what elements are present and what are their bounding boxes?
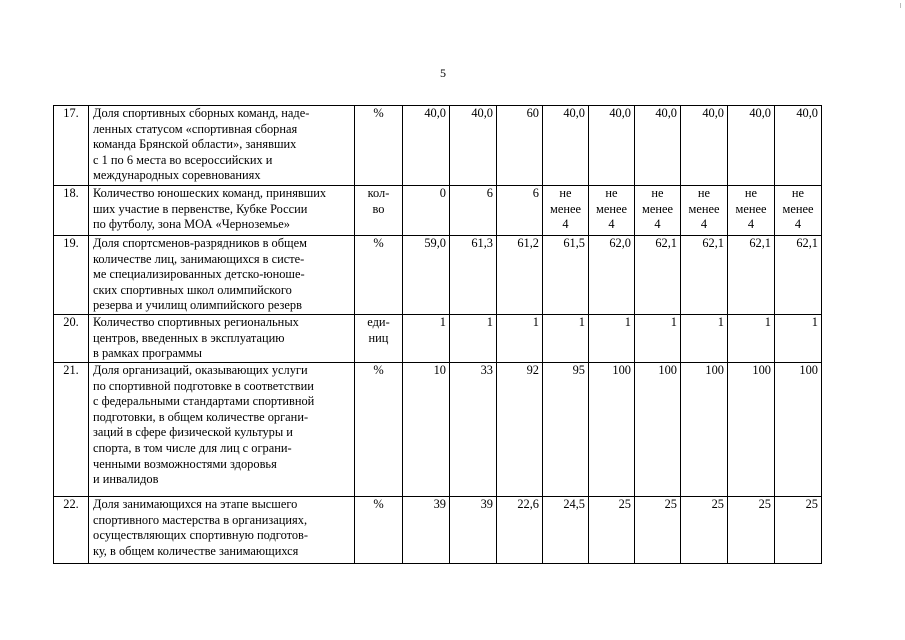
- indicator-name-line: Доля спортсменов-разрядников в общем: [93, 236, 307, 250]
- unit-line: кол-: [367, 186, 390, 200]
- indicator-name-line: команда Брянской области», занявших: [93, 137, 297, 152]
- table-row: [54, 106, 822, 186]
- value-line: 100: [752, 362, 771, 377]
- unit-cell: [355, 496, 403, 563]
- value-line: 25: [618, 496, 631, 511]
- value-line: 1: [624, 314, 631, 329]
- value-line: не: [697, 186, 711, 200]
- value-cell: [681, 236, 728, 315]
- value-cell: [775, 236, 822, 315]
- value-line: 1: [670, 314, 677, 329]
- indicator-name: [89, 314, 355, 362]
- value-line: 40,0: [749, 106, 771, 120]
- value-line: 100: [612, 362, 631, 377]
- value-line: 40,0: [796, 106, 818, 120]
- indicator-name-line: Доля занимающихся на этапе высшего: [93, 496, 298, 511]
- indicator-name-line: Количество спортивных региональных: [93, 314, 299, 329]
- value-line: 39: [433, 496, 446, 511]
- unit-line: еди-: [367, 314, 390, 329]
- value-cell: [450, 106, 497, 186]
- value-cell: [681, 362, 728, 496]
- value-line: 59,0: [424, 236, 446, 250]
- value-cell: [681, 106, 728, 186]
- value-line: 1: [811, 314, 818, 329]
- value-line: менее: [688, 201, 720, 216]
- indicators-table: [53, 105, 822, 564]
- indicator-name-line: с 1 по 6 места во всероссийских и: [93, 152, 273, 167]
- unit-line: ниц: [368, 330, 389, 345]
- value-line: 1: [532, 314, 539, 329]
- value-line: 4: [700, 217, 708, 232]
- value-cell: [775, 186, 822, 236]
- indicator-name-line: ченными возможностями здоровья: [93, 456, 277, 471]
- indicator-name: [89, 236, 355, 315]
- unit-cell: [355, 314, 403, 362]
- value-cell: [403, 496, 450, 563]
- value-cell: [728, 496, 775, 563]
- value-line: 25: [664, 496, 677, 511]
- row-number: 17.: [54, 106, 89, 186]
- value-cell: [775, 106, 822, 186]
- value-line: 1: [764, 314, 771, 329]
- value-cell: [635, 496, 681, 563]
- indicator-name: [89, 362, 355, 496]
- table-row: [54, 236, 822, 315]
- value-line: 40,0: [702, 106, 724, 120]
- indicator-name-line: по футболу, зона МОА «Черноземье»: [93, 217, 290, 232]
- indicator-name-line: Количество юношеских команд, принявших: [93, 186, 327, 200]
- value-line: не: [605, 186, 618, 200]
- indicator-name: [89, 106, 355, 186]
- value-cell: [728, 314, 775, 362]
- value-cell: [589, 314, 635, 362]
- value-cell: [681, 186, 728, 236]
- value-cell: [589, 362, 635, 496]
- value-line: менее: [642, 201, 673, 216]
- value-line: не: [791, 186, 805, 200]
- value-line: 100: [658, 362, 677, 377]
- value-line: 25: [711, 496, 724, 511]
- value-cell: [543, 362, 589, 496]
- indicator-name-line: подготовки, в общем количестве органи-: [93, 409, 309, 424]
- value-cell: [681, 496, 728, 563]
- indicator-name-line: количестве лиц, занимающихся в систе-: [93, 251, 305, 266]
- value-line: менее: [782, 201, 814, 216]
- value-line: 62,0: [609, 236, 631, 250]
- value-line: 100: [799, 362, 818, 377]
- value-line: 100: [705, 362, 724, 377]
- unit-line: %: [373, 496, 384, 511]
- indicator-name: [89, 496, 355, 563]
- row-number: 18.: [54, 186, 89, 236]
- value-cell: [497, 106, 543, 186]
- value-cell: [775, 496, 822, 563]
- value-line: 61,3: [471, 236, 493, 250]
- unit-line: %: [373, 106, 384, 120]
- indicator-name-line: с федеральными стандартами спортивной: [93, 394, 315, 409]
- value-cell: [450, 496, 497, 563]
- value-line: 0: [439, 186, 446, 200]
- value-cell: [728, 186, 775, 236]
- value-line: 61,5: [563, 236, 585, 250]
- value-line: 40,0: [563, 106, 585, 120]
- value-cell: [635, 186, 681, 236]
- indicator-name-line: ших участие в первенстве, Кубке России: [93, 201, 308, 216]
- value-line: 62,1: [749, 236, 771, 250]
- indicator-name-line: Доля спортивных сборных команд, наде-: [93, 106, 310, 120]
- value-cell: [497, 236, 543, 315]
- unit-cell: [355, 186, 403, 236]
- value-line: 40,0: [424, 106, 446, 120]
- indicator-name-line: спортивного мастерства в организациях,: [93, 512, 308, 527]
- value-cell: [635, 106, 681, 186]
- unit-cell: [355, 236, 403, 315]
- value-line: 1: [717, 314, 724, 329]
- indicator-name-line: и инвалидов: [93, 472, 159, 487]
- value-cell: [403, 236, 450, 315]
- value-line: 25: [758, 496, 771, 511]
- unit-line: %: [373, 362, 384, 377]
- value-line: не: [744, 186, 758, 200]
- value-cell: [450, 236, 497, 315]
- unit-cell: [355, 106, 403, 186]
- value-line: не: [651, 186, 664, 200]
- value-cell: [775, 362, 822, 496]
- value-cell: [543, 236, 589, 315]
- value-cell: [543, 496, 589, 563]
- value-line: 40,0: [471, 106, 493, 120]
- value-cell: [450, 314, 497, 362]
- value-line: 22,6: [517, 496, 539, 511]
- indicator-name-line: ме специализированных детско-юноше-: [93, 267, 305, 282]
- row-number: 21.: [54, 362, 89, 496]
- value-cell: [589, 496, 635, 563]
- value-line: менее: [596, 201, 627, 216]
- value-line: 61,2: [517, 236, 539, 250]
- value-cell: [681, 314, 728, 362]
- indicator-name-line: резерва и училищ олимпийского резерв: [93, 298, 302, 313]
- table-row: [54, 362, 822, 496]
- indicator-name-line: спорта, в том числе для лиц с ограни-: [93, 440, 292, 455]
- row-number: 22.: [54, 496, 89, 563]
- table-row: [54, 186, 822, 236]
- value-cell: [450, 186, 497, 236]
- page-number: 5: [440, 66, 446, 80]
- value-cell: [543, 106, 589, 186]
- value-line: 62,1: [796, 236, 818, 250]
- indicator-name: [89, 186, 355, 236]
- value-line: 1: [439, 314, 446, 329]
- indicator-name-line: ленных статусом «спортивная сборная: [93, 121, 298, 136]
- value-line: 4: [654, 217, 661, 232]
- unit-line: во: [372, 201, 385, 216]
- value-line: 4: [608, 217, 615, 232]
- value-line: 40,0: [655, 106, 677, 120]
- value-cell: [635, 362, 681, 496]
- value-cell: [403, 106, 450, 186]
- value-cell: [728, 236, 775, 315]
- value-line: менее: [735, 201, 767, 216]
- value-cell: [497, 496, 543, 563]
- value-cell: [403, 314, 450, 362]
- value-line: 62,1: [702, 236, 724, 250]
- indicator-name-line: осуществляющих спортивную подготов-: [93, 528, 309, 543]
- indicator-name-line: в рамках программы: [93, 346, 202, 361]
- value-line: 4: [794, 217, 802, 232]
- value-line: 60: [526, 106, 539, 120]
- value-line: 6: [532, 186, 539, 200]
- indicator-name-line: ку, в общем количестве занимающихся: [93, 543, 299, 558]
- value-cell: [589, 186, 635, 236]
- value-line: не: [559, 186, 572, 200]
- value-cell: [635, 236, 681, 315]
- value-line: 92: [526, 362, 539, 377]
- value-line: 95: [572, 362, 585, 377]
- value-cell: [635, 314, 681, 362]
- value-line: 4: [747, 217, 755, 232]
- value-cell: [728, 106, 775, 186]
- value-cell: [497, 186, 543, 236]
- value-line: 33: [480, 362, 493, 377]
- table-row: [54, 314, 822, 362]
- indicator-name-line: по спортивной подготовке в соответствии: [93, 378, 314, 393]
- scan-edge-mark: [900, 3, 901, 8]
- row-number: 20.: [54, 314, 89, 362]
- value-line: 10: [433, 362, 446, 377]
- row-number: 19.: [54, 236, 89, 315]
- value-cell: [775, 314, 822, 362]
- indicator-name-line: международных соревнованиях: [93, 168, 261, 183]
- unit-cell: [355, 362, 403, 496]
- value-cell: [497, 362, 543, 496]
- indicator-name-line: Доля организаций, оказывающих услуги: [93, 362, 308, 377]
- value-line: менее: [550, 201, 581, 216]
- value-line: 25: [805, 496, 818, 511]
- unit-line: %: [373, 236, 384, 250]
- value-line: 40,0: [609, 106, 631, 120]
- value-line: 62,1: [655, 236, 677, 250]
- value-cell: [497, 314, 543, 362]
- value-line: 4: [562, 217, 569, 232]
- value-line: 1: [578, 314, 585, 329]
- value-cell: [543, 314, 589, 362]
- value-line: 6: [486, 186, 493, 200]
- value-cell: [589, 106, 635, 186]
- value-cell: [543, 186, 589, 236]
- indicator-name-line: центров, введенных в эксплуатацию: [93, 330, 285, 345]
- value-line: 24,5: [563, 496, 585, 511]
- value-cell: [403, 186, 450, 236]
- value-cell: [450, 362, 497, 496]
- indicator-name-line: ских спортивных школ олимпийского: [93, 282, 292, 297]
- value-cell: [728, 362, 775, 496]
- value-cell: [589, 236, 635, 315]
- table-row: [54, 496, 822, 563]
- value-line: 39: [480, 496, 493, 511]
- value-cell: [403, 362, 450, 496]
- indicator-name-line: заций в сфере физической культуры и: [93, 425, 293, 440]
- value-line: 1: [486, 314, 493, 329]
